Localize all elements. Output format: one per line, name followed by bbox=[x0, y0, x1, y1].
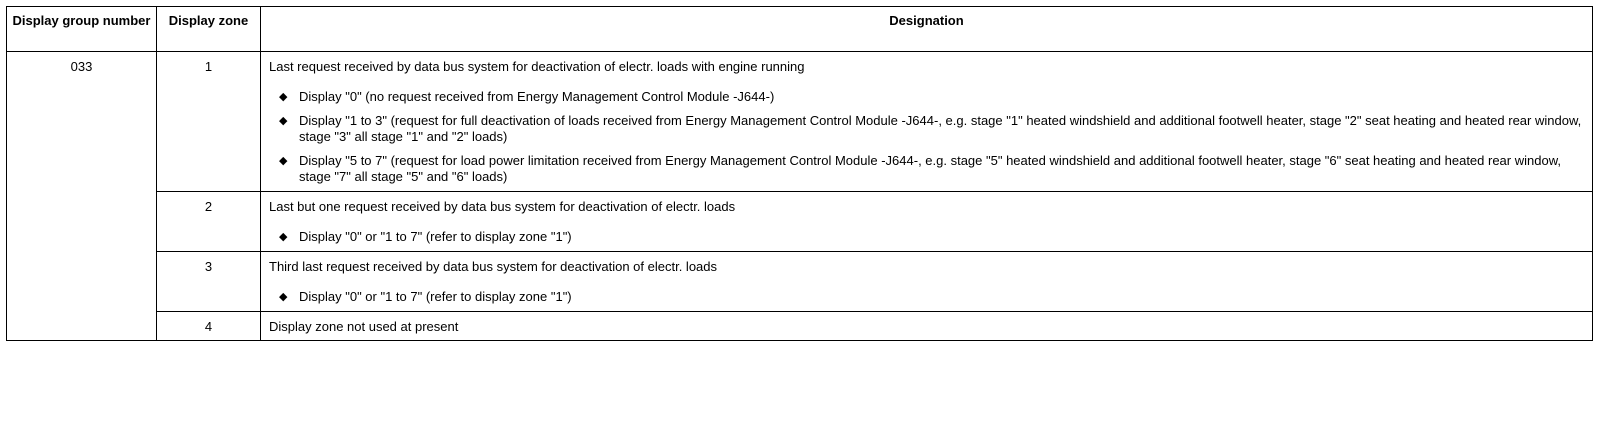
designation-cell bbox=[261, 312, 1593, 341]
display-group-number: 033 bbox=[7, 52, 157, 341]
list-item bbox=[277, 89, 1584, 105]
bullet-list bbox=[269, 229, 1584, 245]
display-zone-number: 2 bbox=[157, 192, 261, 252]
table-row bbox=[7, 312, 1593, 341]
designation-cell bbox=[261, 192, 1593, 252]
header-designation: Designation bbox=[261, 7, 1593, 52]
table-header-row bbox=[7, 7, 1593, 52]
table-row bbox=[7, 192, 1593, 252]
list-item bbox=[277, 113, 1584, 145]
diamond-icon: ◆ bbox=[279, 91, 288, 103]
display-zone-number: 1 bbox=[157, 52, 261, 192]
designation-title: Display zone not used at present bbox=[269, 319, 459, 334]
list-item bbox=[277, 153, 1584, 185]
designation-title: Last but one request received by data bus system for deactivation of electr. loads bbox=[269, 199, 736, 214]
bullet-text: Display "1 to 3" (request for full deactivation of loads received from Energy Management Control Module -J644-, e.g. stage "1" heated windshield and additional footwell heater, stage "2" seat heating and heated rear window, stage "3" all stage "1" and "2" loads) bbox=[299, 113, 1582, 144]
header-display-group-number: Display group number bbox=[7, 7, 157, 52]
diamond-icon: ◆ bbox=[279, 231, 288, 243]
bullet-text: Display "0" or "1 to 7" (refer to display zone "1") bbox=[299, 289, 572, 304]
display-group-table bbox=[6, 6, 1593, 341]
bullet-text: Display "0" (no request received from Energy Management Control Module -J644-) bbox=[299, 89, 775, 104]
diamond-icon: ◆ bbox=[279, 115, 288, 127]
diamond-icon: ◆ bbox=[279, 291, 288, 303]
display-zone-number: 3 bbox=[157, 252, 261, 312]
diamond-icon: ◆ bbox=[279, 155, 288, 167]
list-item bbox=[277, 229, 1584, 245]
bullet-text: Display "0" or "1 to 7" (refer to display zone "1") bbox=[299, 229, 572, 244]
header-display-zone: Display zone bbox=[157, 7, 261, 52]
bullet-list bbox=[269, 89, 1584, 185]
designation-title: Third last request received by data bus system for deactivation of electr. loads bbox=[269, 259, 718, 274]
display-zone-number: 4 bbox=[157, 312, 261, 341]
designation-cell bbox=[261, 252, 1593, 312]
designation-cell bbox=[261, 52, 1593, 192]
bullet-list bbox=[269, 289, 1584, 305]
bullet-text: Display "5 to 7" (request for load power limitation received from Energy Management Control Module -J644-, e.g. stage "5" heated windshield and additional footwell heater, stage "6" seat heating and heated rear window, stage "7" all stage "5" and "6" loads) bbox=[299, 153, 1561, 184]
table-row bbox=[7, 252, 1593, 312]
list-item bbox=[277, 289, 1584, 305]
table-row bbox=[7, 52, 1593, 192]
designation-title: Last request received by data bus system for deactivation of electr. loads with engine running bbox=[269, 59, 805, 74]
